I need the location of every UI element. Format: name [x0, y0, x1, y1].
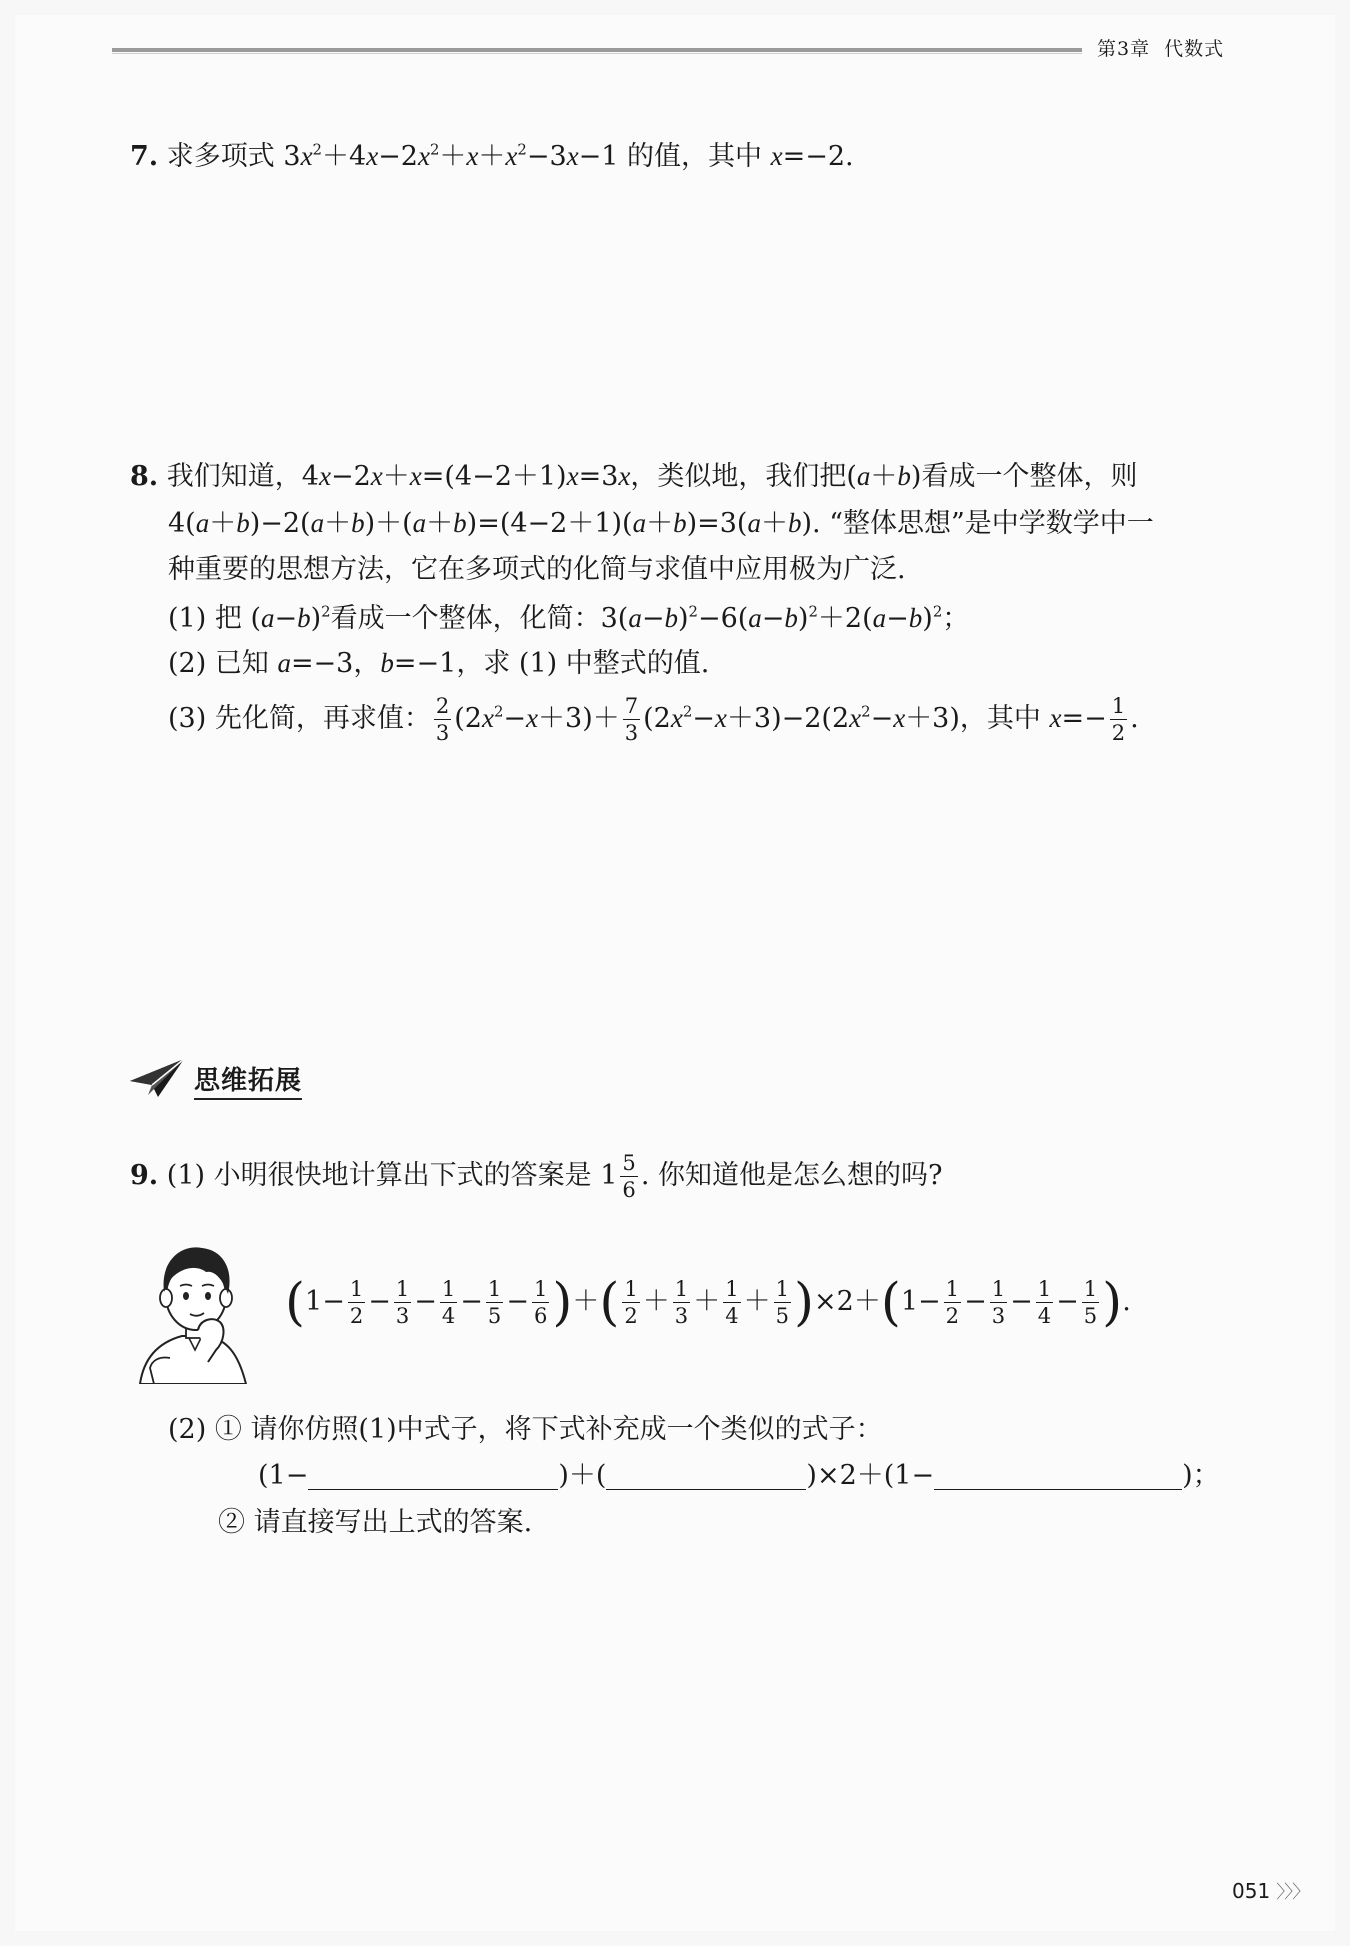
q8-part2-values: a=−3，b=−1 — [277, 648, 457, 679]
question-number: 7. — [130, 141, 159, 172]
page-number-text: 051 — [1232, 1879, 1271, 1903]
q8-line1-suffix: 看成一个整体，则 — [921, 461, 1138, 492]
question-7-condition: x=−2. — [770, 141, 854, 172]
question-9-part-1 — [130, 1152, 942, 1201]
fill-blank-3[interactable] — [934, 1465, 1182, 1490]
q9-expression: (1− $\frac{1}{2}$ − $\frac{1}{3}$ − $\frac{1}{4}$ − $\frac{1}{5}$ − $\frac{1}{6}$ )＋( $\frac{1}{2}$ ＋ $\frac{1}{3}$ ＋ $\frac{1}{4}$ ＋ $\frac{1}{5}$ )×2＋(1− $\frac{1}{2}$ − $\frac{1}{3}$ − $\frac{1}{4}$ − $\frac{1}{5}$ ). — [285, 1272, 1131, 1333]
page — [15, 15, 1335, 1931]
q8-part2-mid: ，求 — [456, 648, 511, 679]
q9-part2-sub2-text: 请直接写出上式的答案. — [253, 1507, 533, 1538]
header-rule — [112, 48, 1082, 52]
q8-part2-suffix: 中整式的值. — [565, 648, 710, 679]
question-9-part-2-sub-2 — [218, 1505, 532, 1541]
paper-plane-icon — [128, 1057, 186, 1103]
q8-part1-mid: 看成一个整体，化简： — [330, 603, 601, 634]
q8-part1-term: $(a-b)^2$ — [250, 602, 331, 634]
q8-part3-expression: $\frac{2}{3}$ $(2x^2-x+3)+$ $\frac{7}{3}$ $(2x^2-x+3)-2(2x^2-x+3)$ — [435, 693, 960, 746]
question-8-part-1 — [168, 600, 969, 637]
question-7-prefix: 求多项式 — [166, 141, 275, 172]
header-rule-thin — [112, 53, 1082, 54]
chapter-title: 代数式 — [1164, 38, 1225, 60]
question-8-part-2 — [168, 645, 709, 682]
answer-whole: 1 — [600, 1160, 618, 1192]
sub-label: ① — [214, 1414, 242, 1445]
q9-answer — [600, 1150, 641, 1203]
question-number: 9. — [130, 1160, 159, 1192]
q8-part3-suffix: ，其中 — [959, 703, 1041, 735]
q8-part3-text: 先化简，再求值： — [214, 703, 431, 735]
question-number: 8. — [130, 461, 159, 492]
page-number — [1232, 1878, 1309, 1904]
part-label: (1) — [166, 1160, 206, 1192]
q8-part3-condition: x=− $\frac{1}{2}$ . — [1049, 693, 1139, 746]
q8-example-expression: 4x−2x＋x=(4−2＋1)x=3x — [301, 461, 631, 492]
answer-numerator: 5 — [620, 1152, 637, 1177]
q8-part2-text: 已知 — [214, 648, 269, 679]
part-label: (1) — [168, 603, 207, 634]
q8-line1-mid: ，类似地，我们把 — [630, 461, 847, 492]
q8-line1-prefix: 我们知道， — [166, 461, 302, 492]
sub-label: ② — [218, 1507, 245, 1538]
q8-part1-expression: $3(a-b)^2-6(a-b)^2+2(a-b)^2$； — [600, 602, 970, 634]
fill-blank-1[interactable] — [308, 1465, 558, 1490]
question-7-suffix: 的值，其中 — [627, 141, 763, 172]
question-8-line-1 — [130, 458, 1137, 495]
section-heading — [128, 1057, 302, 1103]
part-label: (2) — [168, 648, 207, 679]
question-7 — [130, 138, 854, 175]
thinking-boy-icon — [130, 1238, 260, 1388]
q8-example-expression-2: 4(a＋b)−2(a＋b)＋(a＋b)=(4−2＋1)(a＋b)=3(a＋b). — [168, 508, 821, 539]
q8-part2-ref: (1) — [518, 648, 558, 679]
answer-denominator: 6 — [622, 1177, 636, 1203]
q8-part1-text: 把 — [214, 603, 242, 634]
q8-line2-suffix: “整体思想”是中学数学中一 — [829, 508, 1154, 539]
question-7-expression: $3x^2+4x-2x^2+x+x^2-3x-1$ — [283, 140, 619, 172]
question-9-part-2 — [168, 1412, 883, 1448]
q9-fill-in-expression: (1− )＋( )×2＋(1− )； — [258, 1460, 1220, 1491]
question-8-part-3 — [168, 695, 1139, 744]
q9-part1-suffix: . 你知道他是怎么想的吗? — [640, 1160, 943, 1192]
q9-part2-sub1-text: 请你仿照(1)中式子，将下式补充成一个类似的式子： — [250, 1414, 883, 1445]
part-label: (2) — [168, 1414, 207, 1445]
chapter-number: 第3章 — [1097, 38, 1151, 60]
fill-blank-2[interactable] — [606, 1465, 806, 1490]
question-8-line-3: 种重要的思想方法，它在多项式的化简与求值中应用极为广泛. — [168, 554, 906, 585]
part-label: (3) — [168, 703, 207, 735]
running-header — [1097, 34, 1238, 61]
question-8-line-2 — [168, 505, 1154, 542]
chevron-right-icon: 〉〉〉 — [1276, 1882, 1310, 1903]
q9-part1-text: 小明很快地计算出下式的答案是 — [213, 1160, 592, 1192]
section-title: 思维拓展 — [194, 1060, 302, 1100]
q8-whole-term: (a＋b) — [846, 461, 922, 492]
